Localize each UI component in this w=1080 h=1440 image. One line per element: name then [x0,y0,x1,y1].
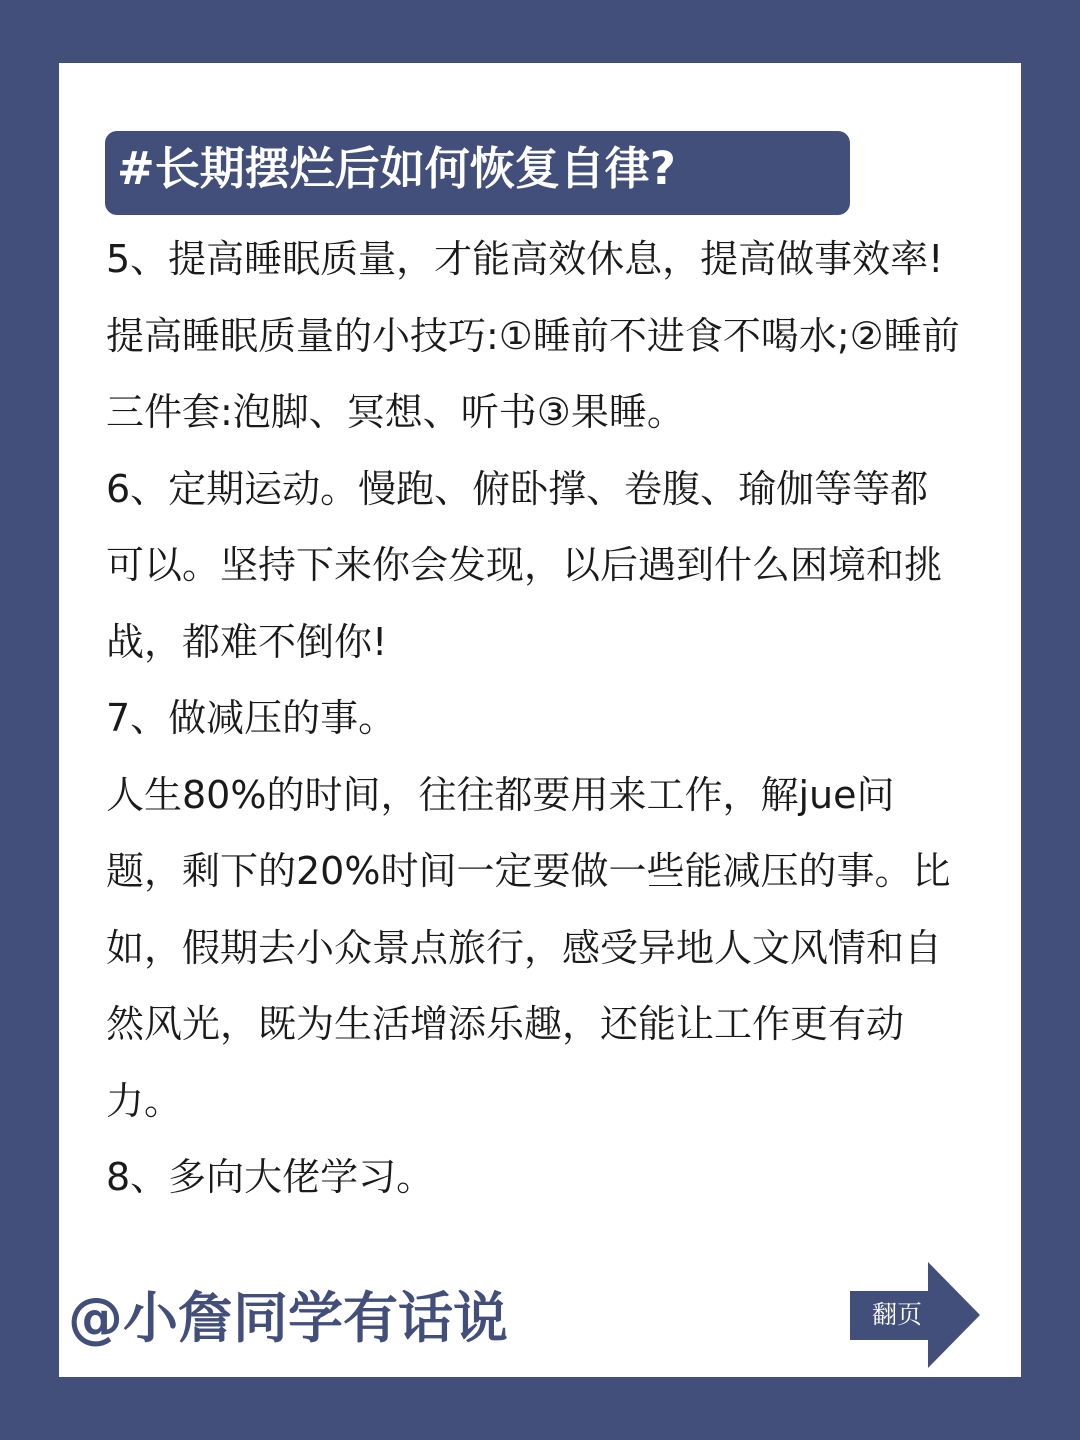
paragraph-learn-from-experts: 8、多向大佬学习。 [106,1155,435,1199]
article-body [106,221,966,1216]
page-title: #长期摆烂后如何恢复自律? [117,142,676,195]
paragraph-sleep-quality: 5、提高睡眠质量，才能高效休息，提高做事效率!提高睡眠质量的小技巧:①睡前不进食不喝水;②睡前三件套:泡脚、冥想、听书③果睡。 [106,237,960,434]
paragraph-exercise: 6、定期运动。慢跑、俯卧撑、卷腹、瑜伽等等都可以。坚持下来你会发现，以后遇到什么困境和挑战，都难不倒你! [106,466,943,664]
paragraph-destress-detail: 人生80%的时间，往往都要用来工作，解jue问题，剩下的20%时间一定要做一些能减压的事。比如，假期去小众景点旅行，感受异地人文风情和自然风光，既为生活增添乐趣，还能让工作更有动力。 [106,772,951,1123]
author-signature: @小詹同学有话说 [68,1286,509,1350]
title-banner [105,131,850,215]
next-page-button[interactable] [850,1262,980,1368]
paragraph-destress-heading: 7、做减压的事。 [106,696,397,740]
next-page-label: 翻页 [872,1300,923,1329]
